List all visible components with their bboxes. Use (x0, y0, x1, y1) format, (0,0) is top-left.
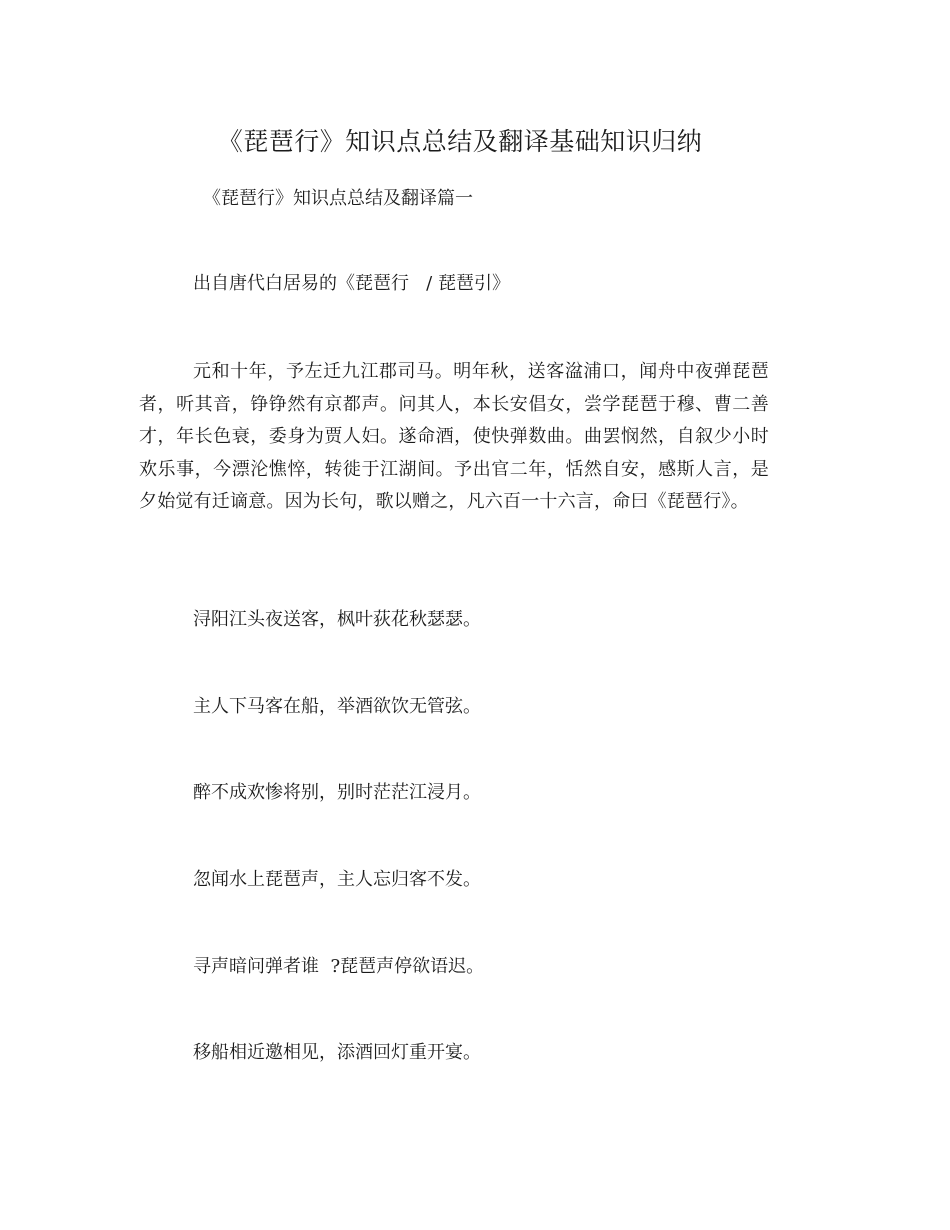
verse-line-3: 醉不成欢惨将别，别时茫茫江浸月。 (193, 782, 481, 803)
source-line: 出自唐代白居易的《琵琶行 / 琵琶引》 (193, 273, 510, 294)
verse-line-4: 忽闻水上琵琶声，主人忘归客不发。 (193, 869, 481, 890)
verse-line-6: 移船相近邀相见，添酒回灯重开宴。 (193, 1042, 481, 1063)
section-subtitle: 《琵琶行》知识点总结及翻译篇一 (203, 188, 473, 209)
verse-line-2: 主人下马客在船，举酒欲饮无管弦。 (193, 696, 481, 717)
verse-line-5: 寻声暗问弹者谁 ?琵琶声停欲语迟。 (193, 956, 485, 977)
verse-line-1: 浔阳江头夜送客，枫叶荻花秋瑟瑟。 (193, 609, 481, 630)
preface-paragraph: 元和十年，予左迁九江郡司马。明年秋，送客湓浦口，闻舟中夜弹琵琶者，听其音，铮铮然有京都声。问其人，本长安倡女，尝学琵琶于穆、曹二善才，年长色衰，委身为贾人妇。遂命酒，使快弹数曲。曲罢悯然，自叙少小时欢乐事，今漂沦憔悴，转徙于江湖间。予出官二年，恬然自安，感斯人言，是夕始觉有迁谪意。因为长句，歌以赠之，凡六百一十六言，命曰《琵琶行》。 (139, 361, 769, 512)
document-title: 《琵琶行》知识点总结及翻译基础知识归纳 (217, 127, 703, 156)
